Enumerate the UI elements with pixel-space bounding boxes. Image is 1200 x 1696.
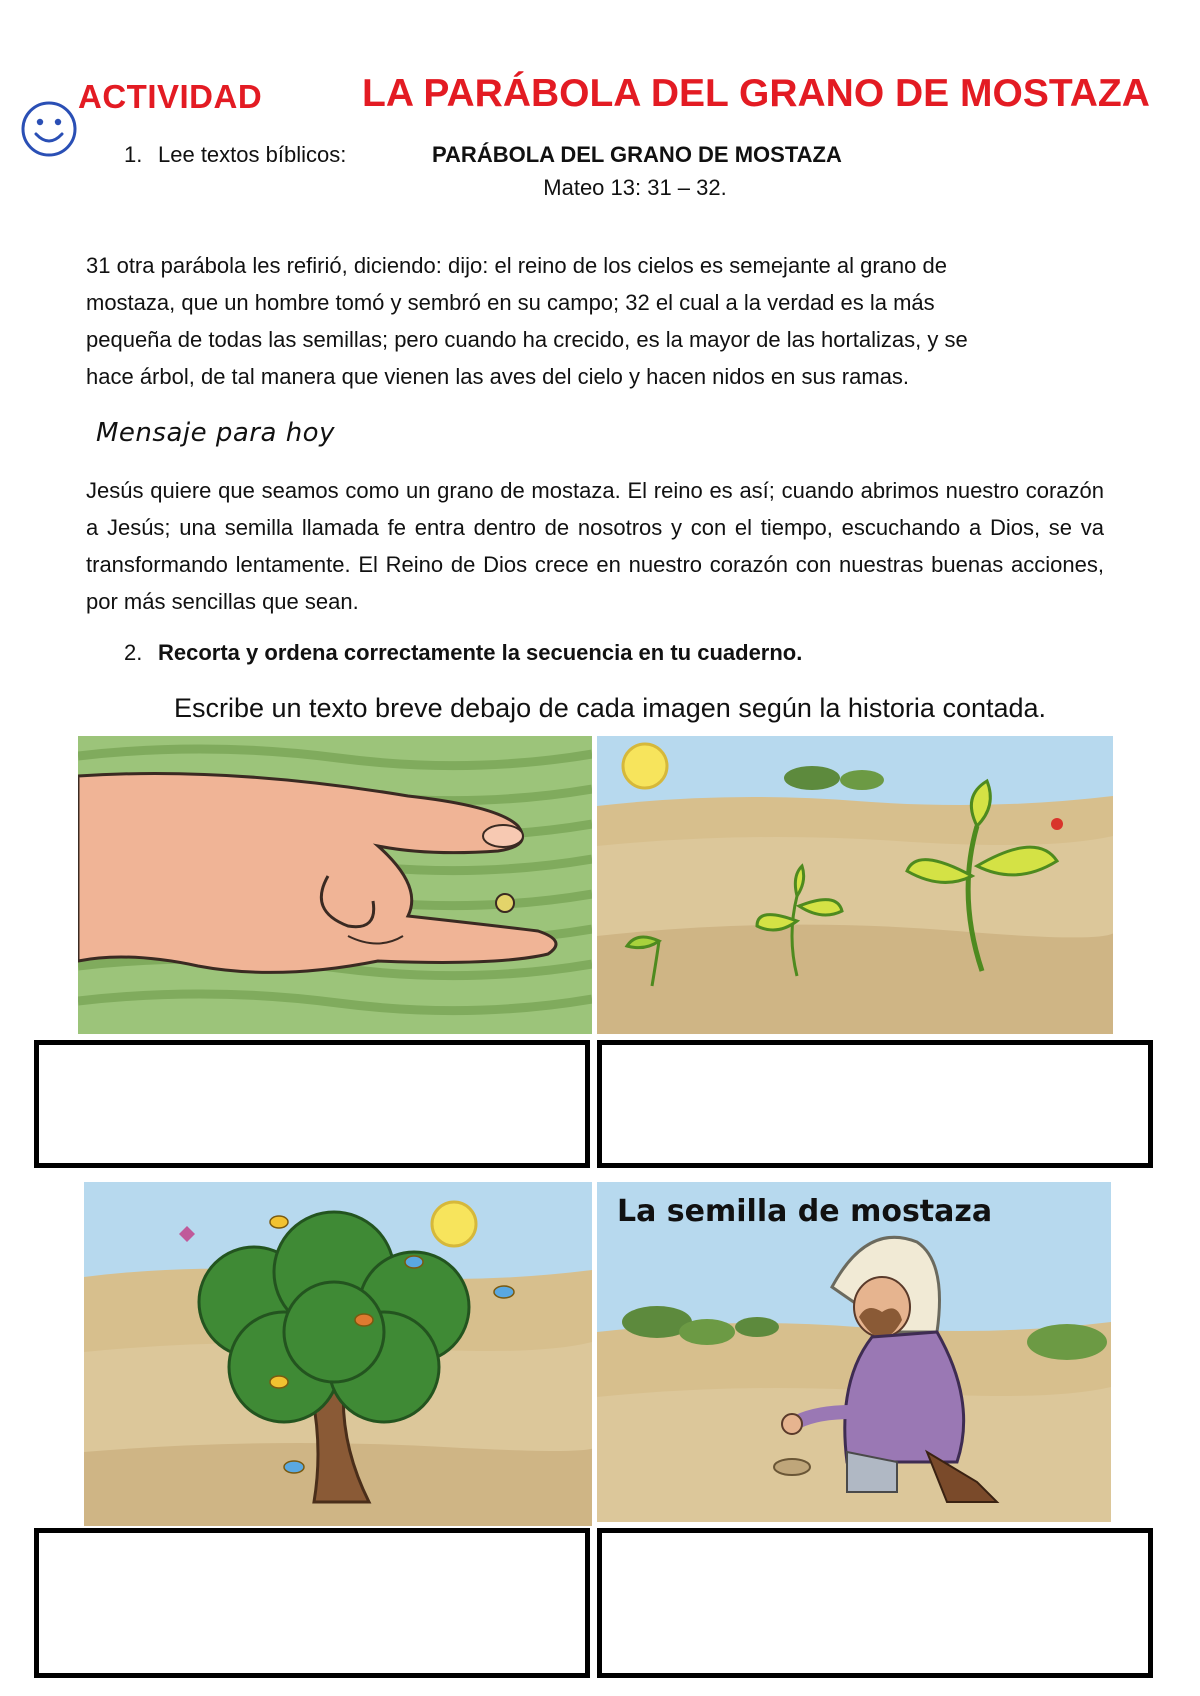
scripture-line: pequeña de todas las semillas; pero cuando ha crecido, es la mayor de las hortalizas, y se [86, 327, 968, 352]
answer-box-4[interactable] [597, 1528, 1153, 1678]
instruction-period: . [796, 640, 803, 665]
page-title: LA PARÁBOLA DEL GRANO DE MOSTAZA [362, 72, 1150, 115]
section1-label: Lee textos bíblicos: [158, 142, 347, 167]
hand-seed-image[interactable] [78, 736, 592, 1034]
message-heading: Mensaje para hoy [96, 418, 335, 448]
answer-box-3[interactable] [34, 1528, 590, 1678]
answer-box-2[interactable] [597, 1040, 1153, 1168]
seed-icon [496, 894, 514, 912]
section2-instruction [158, 640, 802, 666]
tree-birds-image[interactable] [84, 1182, 592, 1526]
section1-number: 1. [124, 142, 143, 167]
sower-image[interactable] [597, 1182, 1111, 1522]
sprouts-image[interactable] [597, 736, 1113, 1034]
section2-number: 2. [124, 640, 143, 665]
smiley-icon [20, 100, 78, 158]
scripture-reference: Mateo 13: 31 – 32. [543, 175, 727, 200]
scripture-text [86, 247, 1104, 395]
section2-subtitle: Escribe un texto breve debajo de cada imagen según la historia contada. [173, 693, 1047, 723]
sower-caption: La semilla de mostaza [617, 1194, 993, 1229]
answer-box-1[interactable] [34, 1040, 590, 1168]
scripture-line: mostaza, que un hombre tomó y sembró en su campo; 32 el cual a la verdad es la más [86, 290, 935, 315]
message-text: Jesús quiere que seamos como un grano de mostaza. El reino es así; cuando abrimos nuestro corazón a Jesús; una semilla llamada fe entra dentro de nosotros y con el tiempo, escuchando a Dios, se va transformando lentamente. El Reino de Dios crece en nuestro corazón con nuestras buenas acciones, por más sencillas que sean. [86, 478, 1104, 614]
activity-label: ACTIVIDAD [78, 78, 263, 115]
instruction-text: Recorta y ordena correctamente la secuencia en tu cuaderno [158, 640, 797, 665]
reading-title: PARÁBOLA DEL GRANO DE MOSTAZA [432, 142, 842, 167]
scripture-line: 31 otra parábola les refirió, diciendo: dijo: el reino de los cielos es semejante al grano de [86, 253, 947, 278]
scripture-line: hace árbol, de tal manera que vienen las aves del cielo y hacen nidos en sus ramas. [86, 364, 910, 389]
